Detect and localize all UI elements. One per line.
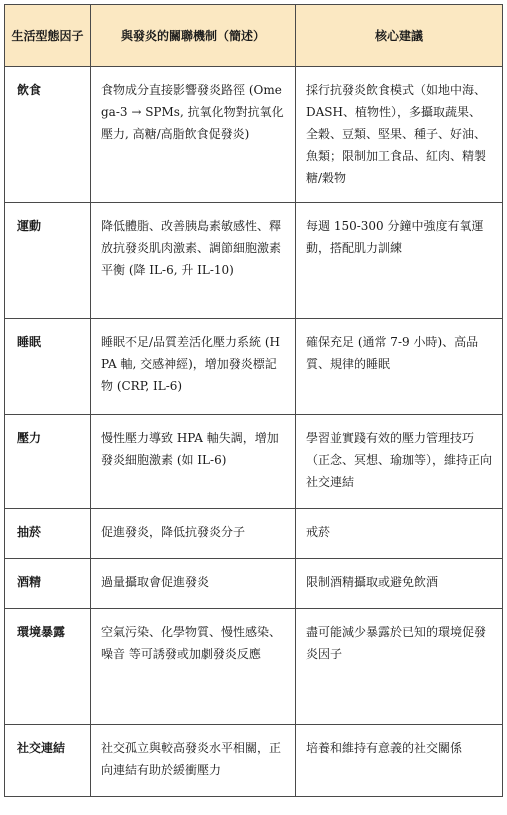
mechanism-cell: 睡眠不足/品質差活化壓力系統 (HPA 軸, 交感神經)，增加發炎標記物 (CRP, IL-6) [91, 319, 296, 415]
factor-cell: 睡眠 [5, 319, 91, 415]
advice-cell: 採行抗發炎飲食模式（如地中海、DASH、植物性），多攝取蔬果、全穀、豆類、堅果、種子、好油、魚類；限制加工食品、紅肉、精製糖/穀物 [296, 67, 503, 203]
advice-cell: 確保充足 (通常 7-9 小時)、高品質、規律的睡眠 [296, 319, 503, 415]
table-row [5, 509, 503, 559]
table-row [5, 559, 503, 609]
header-factor: 生活型態因子 [5, 5, 91, 67]
mechanism-cell: 降低體脂、改善胰島素敏感性、釋放抗發炎肌肉激素、調節細胞激素平衡 (降 IL-6, 升 IL-10) [91, 203, 296, 319]
factor-cell: 壓力 [5, 415, 91, 509]
mechanism-cell: 促進發炎，降低抗發炎分子 [91, 509, 296, 559]
header-advice: 核心建議 [296, 5, 503, 67]
lifestyle-inflammation-table [4, 4, 503, 797]
advice-cell: 盡可能減少暴露於已知的環境促發炎因子 [296, 609, 503, 725]
table-row [5, 609, 503, 725]
table-row [5, 67, 503, 203]
mechanism-cell: 過量攝取會促進發炎 [91, 559, 296, 609]
factor-cell: 飲食 [5, 67, 91, 203]
mechanism-cell: 空氣污染、化學物質、慢性感染、噪音 等可誘發或加劇發炎反應 [91, 609, 296, 725]
mechanism-cell: 食物成分直接影響發炎路徑 (Omega-3 → SPMs, 抗氧化物對抗氧化壓力, 高糖/高脂飲食促發炎) [91, 67, 296, 203]
table-row [5, 725, 503, 797]
table-header-row [5, 5, 503, 67]
mechanism-cell: 社交孤立與較高發炎水平相關，正向連結有助於緩衝壓力 [91, 725, 296, 797]
factor-cell: 酒精 [5, 559, 91, 609]
advice-cell: 戒菸 [296, 509, 503, 559]
advice-cell: 限制酒精攝取或避免飲酒 [296, 559, 503, 609]
mechanism-cell: 慢性壓力導致 HPA 軸失調，增加發炎細胞激素 (如 IL-6) [91, 415, 296, 509]
factor-cell: 運動 [5, 203, 91, 319]
header-mechanism: 與發炎的關聯機制（簡述） [91, 5, 296, 67]
advice-cell: 培養和維持有意義的社交關係 [296, 725, 503, 797]
factor-cell: 抽菸 [5, 509, 91, 559]
table-row [5, 203, 503, 319]
table-row [5, 415, 503, 509]
table-row [5, 319, 503, 415]
advice-cell: 每週 150-300 分鐘中強度有氧運動，搭配肌力訓練 [296, 203, 503, 319]
factor-cell: 社交連結 [5, 725, 91, 797]
factor-cell: 環境暴露 [5, 609, 91, 725]
advice-cell: 學習並實踐有效的壓力管理技巧（正念、冥想、瑜珈等），維持正向社交連結 [296, 415, 503, 509]
